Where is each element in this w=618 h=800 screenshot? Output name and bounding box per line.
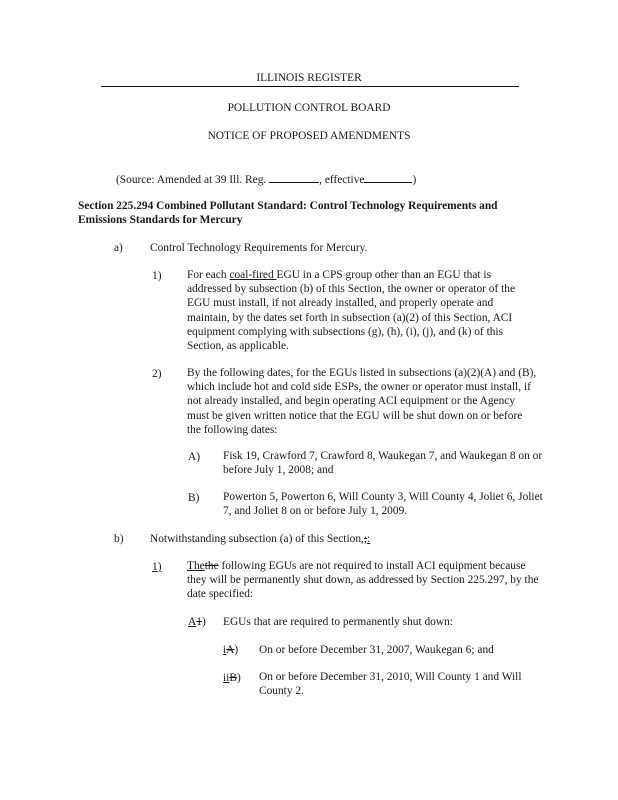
source-mid: , effective bbox=[319, 174, 365, 186]
item-b1A-label: A1) bbox=[188, 616, 206, 628]
item-b1-label: 1) bbox=[152, 561, 162, 573]
item-a1-text: For each coal-fired EGU in a CPS group other than an EGU that is addressed by subsection (b) of this Section, the owner or operator of the EGU must install, if not already installed, and properly operate and maintain, by the dates set forth in subsection (a)(2) of this Section, ACI equipment complying with subsections (g), (h), (i), (j), and (k) of this Section, as applicable. bbox=[187, 269, 516, 353]
source-note bbox=[116, 172, 416, 187]
item-a2B-label: B) bbox=[188, 492, 200, 504]
section-heading-line2: Emissions Standards for Mercury bbox=[78, 214, 243, 226]
subsection-a-label: a) bbox=[114, 242, 123, 254]
inserted-text: The bbox=[187, 560, 205, 572]
item-b1-text: Thethe following EGUs are not required to install ACI equipment because they will be permanently shut down, as addressed by Section 225.297, by the date specified: bbox=[187, 560, 539, 601]
subsection-b-label: b) bbox=[114, 533, 124, 545]
subsection-b-title: Notwithstanding subsection (a) of this Section,;: bbox=[150, 533, 371, 545]
item-a2A-label: A) bbox=[188, 451, 201, 463]
item-a1-label: 1) bbox=[152, 270, 162, 282]
deleted-text: ; bbox=[363, 533, 368, 545]
item-a2B-text: Powerton 5, Powerton 6, Will County 3, Will County 4, Joliet 6, Joliet 7, and Joliet 8 on or before July 1, 2009. bbox=[223, 491, 543, 518]
item-a2-label: 2) bbox=[152, 368, 162, 380]
item-b1Ai-label: iA) bbox=[223, 644, 239, 656]
header-rule bbox=[101, 86, 519, 87]
section-heading-line1: Section 225.294 Combined Pollutant Standard: Control Technology Requirements and bbox=[78, 200, 498, 212]
inserted-text: : bbox=[367, 533, 371, 545]
item-b1Aii-label: iiB) bbox=[223, 672, 241, 684]
item-b1A-text: EGUs that are required to permanently shut down: bbox=[223, 616, 453, 628]
subsection-a-title: Control Technology Requirements for Mercury. bbox=[150, 242, 368, 254]
board-title: POLLUTION CONTROL BOARD bbox=[227, 102, 391, 114]
item-a2-text: By the following dates, for the EGUs listed in subsections (a)(2)(A) and (B), which include hot and cold side ESPs, the owner or operator must install, if not already installed, and begin operating ACI equipment or the Agency must be given written notice that the EGU will be shut down on or before the following dates: bbox=[187, 367, 537, 436]
source-prefix: (Source: Amended at 39 Ill. Reg. bbox=[116, 174, 267, 186]
source-suffix: ) bbox=[412, 174, 417, 186]
item-b1Aii-text: On or before December 31, 2010, Will County 1 and Will County 2. bbox=[259, 671, 522, 698]
item-b1Ai-text: On or before December 31, 2007, Waukegan 6; and bbox=[259, 644, 494, 656]
effective-blank bbox=[364, 172, 412, 183]
register-blank bbox=[269, 172, 319, 183]
item-a2A-text: Fisk 19, Crawford 7, Crawford 8, Waukegan 7, and Waukegan 8 on or before July 1, 2008; and bbox=[223, 450, 543, 477]
register-title: ILLINOIS REGISTER bbox=[256, 72, 362, 84]
notice-title: NOTICE OF PROPOSED AMENDMENTS bbox=[207, 130, 411, 142]
deleted-text: the bbox=[204, 560, 219, 572]
inserted-text: coal-fired bbox=[229, 269, 277, 281]
